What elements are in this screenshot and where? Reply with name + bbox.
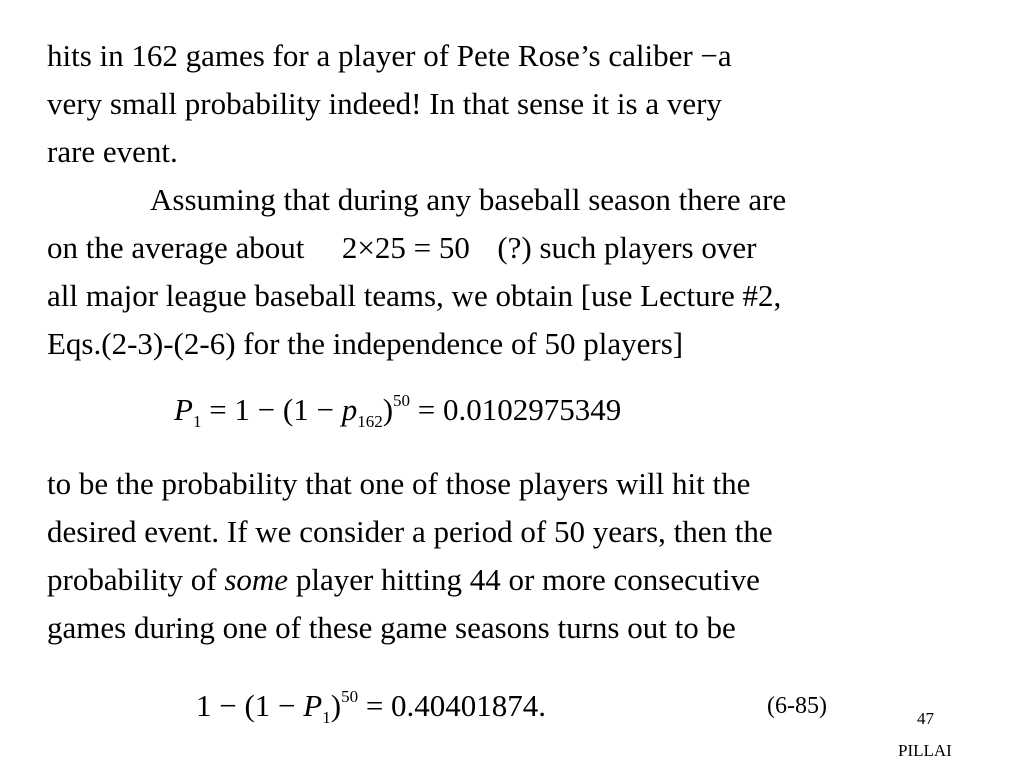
text-line-10 [47,562,760,598]
eq1-subscript-1: 1 [192,412,202,431]
eq1-middle: = 1 − (1 − [201,392,342,427]
text-line-7: Eqs.(2-3)-(2-6) for the independence of 50 players] [47,326,684,361]
inline-math-players: 2×25 = 50 [341,230,470,265]
text-line-2: very small probability indeed! In that sense it is a very [47,86,722,121]
eq2-close: ) [330,688,342,723]
text-line-10-before: probability of [47,562,217,597]
page-number: 47 [917,709,934,728]
text-emphasis-some: some [224,562,289,597]
eq1-symbol-P: P [174,392,193,427]
eq1-symbol-p: p [341,392,358,427]
eq2-symbol-P: P [303,688,323,723]
text-line-3: rare event. [47,134,178,169]
text-line-9: desired event. If we consider a period of 50 years, then the [47,514,773,549]
equation-6-85 [196,688,546,729]
eq1-close: ) [382,392,394,427]
text-line-8: to be the probability that one of those players will hit the [47,466,751,501]
text-line-5-after: (?) such players over [497,230,757,265]
text-line-4: Assuming that during any baseball season there are [150,182,787,217]
eq1-exponent: 50 [393,391,411,410]
text-line-6: all major league baseball teams, we obtain [use Lecture #2, [47,278,782,313]
equation-p1 [174,392,621,433]
text-line-5 [47,230,756,266]
author-label: PILLAI [898,741,952,760]
eq2-lead: 1 − (1 − [196,688,304,723]
eq2-subscript-1: 1 [322,708,331,727]
eq2-exponent: 50 [341,687,359,706]
eq1-subscript-162: 162 [357,412,383,431]
text-line-10-after: player hitting 44 or more consecutive [295,562,760,597]
eq2-result: = 0.40401874. [358,688,547,723]
text-line-5-before: on the average about [47,230,305,265]
eq1-result: = 0.0102975349 [410,392,622,427]
text-line-1: hits in 162 games for a player of Pete Rose’s caliber −a [47,38,732,73]
equation-number: (6-85) [767,693,827,719]
text-line-11: games during one of these game seasons turns out to be [47,610,736,645]
